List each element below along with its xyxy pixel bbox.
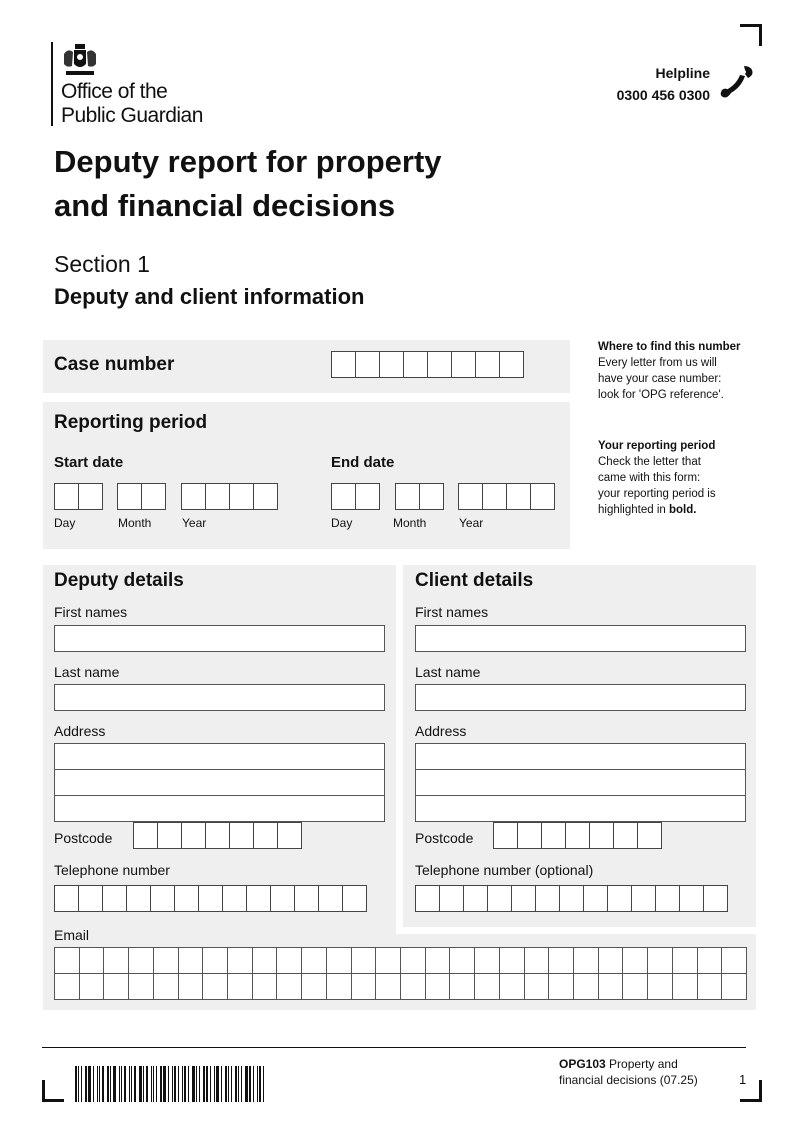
email-box[interactable] xyxy=(401,948,426,974)
client-first-names-label: First names xyxy=(415,604,489,620)
barcode-bar xyxy=(113,1066,116,1102)
email-box[interactable] xyxy=(673,948,698,974)
email-box[interactable] xyxy=(154,974,179,1000)
deputy-first-names-label: First names xyxy=(54,604,128,620)
case-number-label: Case number xyxy=(54,354,175,375)
phone-box[interactable] xyxy=(318,885,343,912)
barcode-bar xyxy=(146,1066,148,1102)
phone-box[interactable] xyxy=(54,885,79,912)
phone-box[interactable] xyxy=(463,885,488,912)
case-number-panel xyxy=(43,340,570,393)
barcode-bar xyxy=(184,1066,186,1102)
email-box[interactable] xyxy=(327,974,352,1000)
form-name-2: financial decisions (07.25) xyxy=(559,1073,698,1087)
date-box[interactable] xyxy=(54,483,79,510)
phone-box[interactable] xyxy=(174,885,199,912)
barcode-bar xyxy=(163,1066,166,1102)
phone-box[interactable] xyxy=(150,885,175,912)
postcode-box[interactable] xyxy=(181,822,206,849)
barcode-bar xyxy=(78,1066,79,1102)
barcode-bar xyxy=(134,1066,136,1102)
email-box[interactable] xyxy=(179,974,204,1000)
email-input[interactable] xyxy=(54,947,747,1000)
email-box[interactable] xyxy=(648,974,673,1000)
postcode-box[interactable] xyxy=(637,822,662,849)
phone-box[interactable] xyxy=(487,885,512,912)
email-box[interactable] xyxy=(104,974,129,1000)
organisation-line-1: Office of the xyxy=(61,80,168,103)
royal-crest-icon xyxy=(60,42,100,78)
barcode-bar xyxy=(151,1066,152,1102)
barcode-bar xyxy=(119,1066,120,1102)
start-month-label: Month xyxy=(118,516,152,530)
start-month-input[interactable] xyxy=(117,483,166,510)
barcode-bar xyxy=(97,1066,98,1102)
end-year-label: Year xyxy=(459,516,484,530)
email-box[interactable] xyxy=(104,948,129,974)
email-box[interactable] xyxy=(698,974,723,1000)
email-box[interactable] xyxy=(401,974,426,1000)
deputy-first-names-field[interactable] xyxy=(54,625,385,652)
postcode-box[interactable] xyxy=(493,822,518,849)
phone-box[interactable] xyxy=(102,885,127,912)
barcode-bar xyxy=(160,1066,162,1102)
corner-mark-bottom-left xyxy=(42,1080,64,1102)
page-number: 1 xyxy=(739,1072,747,1087)
period-help-text-4-prefix: highlighted in xyxy=(598,504,666,516)
period-help-text-4 xyxy=(598,502,758,518)
barcode-bar xyxy=(156,1066,157,1102)
barcode-bar xyxy=(249,1066,251,1102)
phone-box[interactable] xyxy=(126,885,151,912)
postcode-box[interactable] xyxy=(157,822,182,849)
phone-box[interactable] xyxy=(679,885,704,912)
section-title: Deputy and client information xyxy=(54,284,365,309)
start-day-input[interactable] xyxy=(54,483,103,510)
postcode-box[interactable] xyxy=(565,822,590,849)
date-box[interactable] xyxy=(419,483,444,510)
end-year-input[interactable] xyxy=(458,483,555,510)
organisation-name xyxy=(61,80,203,128)
phone-box[interactable] xyxy=(511,885,536,912)
email-box[interactable] xyxy=(450,974,475,1000)
date-box[interactable] xyxy=(78,483,103,510)
postcode-box[interactable] xyxy=(541,822,566,849)
period-help-text-4-bold: bold. xyxy=(668,504,697,516)
email-box[interactable] xyxy=(648,948,673,974)
email-box[interactable] xyxy=(549,974,574,1000)
case-number-input[interactable] xyxy=(331,351,524,378)
email-box[interactable] xyxy=(500,974,525,1000)
email-box[interactable] xyxy=(623,948,648,974)
postcode-box[interactable] xyxy=(517,822,542,849)
case-number-box[interactable] xyxy=(499,351,524,378)
email-box[interactable] xyxy=(549,948,574,974)
case-number-box[interactable] xyxy=(451,351,476,378)
barcode-bar xyxy=(235,1066,237,1102)
end-date-label: End date xyxy=(331,454,395,471)
barcode-bar xyxy=(192,1066,195,1102)
deputy-postcode-label: Postcode xyxy=(54,830,113,846)
barcode-bar xyxy=(221,1066,222,1102)
email-box[interactable] xyxy=(450,948,475,974)
postcode-box[interactable] xyxy=(205,822,230,849)
client-postcode-label: Postcode xyxy=(415,830,474,846)
form-reference-line-1 xyxy=(559,1056,698,1072)
case-number-box[interactable] xyxy=(403,351,428,378)
footer-rule xyxy=(42,1047,746,1048)
email-box[interactable] xyxy=(302,974,327,1000)
date-box[interactable] xyxy=(205,483,230,510)
phone-box[interactable] xyxy=(342,885,367,912)
case-number-box[interactable] xyxy=(355,351,380,378)
phone-box[interactable] xyxy=(607,885,632,912)
email-box[interactable] xyxy=(698,948,723,974)
barcode xyxy=(75,1066,267,1102)
date-box[interactable] xyxy=(395,483,420,510)
period-help-text-3: your reporting period is xyxy=(598,488,716,500)
case-number-box[interactable] xyxy=(475,351,500,378)
email-box[interactable] xyxy=(129,974,154,1000)
client-last-name-field[interactable] xyxy=(415,684,746,711)
barcode-bar xyxy=(253,1066,254,1102)
barcode-bar xyxy=(75,1066,77,1102)
postcode-box[interactable] xyxy=(253,822,278,849)
email-box[interactable] xyxy=(154,948,179,974)
reporting-period-help xyxy=(598,438,758,518)
barcode-bar xyxy=(99,1066,100,1102)
client-postcode-input[interactable] xyxy=(493,822,662,849)
page-title-line-2: and financial decisions xyxy=(54,188,396,223)
email-box[interactable] xyxy=(599,974,624,1000)
date-box[interactable] xyxy=(458,483,483,510)
reporting-period-panel xyxy=(43,402,570,549)
email-box[interactable] xyxy=(80,974,105,1000)
date-box[interactable] xyxy=(141,483,166,510)
postcode-box[interactable] xyxy=(613,822,638,849)
end-day-input[interactable] xyxy=(331,483,380,510)
date-box[interactable] xyxy=(253,483,278,510)
email-box[interactable] xyxy=(277,974,302,1000)
phone-box[interactable] xyxy=(198,885,223,912)
barcode-bar xyxy=(241,1066,242,1102)
email-box[interactable] xyxy=(228,974,253,1000)
email-box[interactable] xyxy=(203,948,228,974)
email-box[interactable] xyxy=(525,948,550,974)
date-box[interactable] xyxy=(355,483,380,510)
barcode-bar xyxy=(196,1066,197,1102)
postcode-box[interactable] xyxy=(589,822,614,849)
phone-box[interactable] xyxy=(222,885,247,912)
case-number-help xyxy=(598,339,758,403)
case-number-box[interactable] xyxy=(427,351,452,378)
barcode-bar xyxy=(199,1066,200,1102)
barcode-bar xyxy=(139,1066,142,1102)
phone-box[interactable] xyxy=(270,885,295,912)
barcode-bar xyxy=(263,1066,264,1102)
start-day-label: Day xyxy=(54,516,76,530)
helpline xyxy=(617,62,710,106)
helpline-number: 0300 456 0300 xyxy=(616,87,710,103)
email-box[interactable] xyxy=(203,974,228,1000)
date-box[interactable] xyxy=(181,483,206,510)
period-help-text-2: came with this form: xyxy=(598,472,701,484)
start-year-input[interactable] xyxy=(181,483,278,510)
barcode-bar xyxy=(257,1066,258,1102)
form-name-1: Property and xyxy=(609,1057,678,1071)
client-telephone-input[interactable] xyxy=(415,885,728,912)
end-month-label: Month xyxy=(393,516,427,530)
deputy-last-name-label: Last name xyxy=(54,664,120,680)
start-year-label: Year xyxy=(182,516,207,530)
client-address-line-2[interactable] xyxy=(415,769,746,796)
barcode-bar xyxy=(216,1066,219,1102)
client-details-title: Client details xyxy=(415,570,534,591)
deputy-address-line-3[interactable] xyxy=(54,795,385,822)
case-help-text-2: have your case number: xyxy=(598,373,722,385)
phone-box[interactable] xyxy=(78,885,103,912)
client-first-names-field[interactable] xyxy=(415,625,746,652)
date-box[interactable] xyxy=(530,483,555,510)
barcode-bar xyxy=(121,1066,122,1102)
email-box[interactable] xyxy=(55,948,80,974)
date-box[interactable] xyxy=(117,483,142,510)
email-box[interactable] xyxy=(673,974,698,1000)
phone-box[interactable] xyxy=(439,885,464,912)
date-box[interactable] xyxy=(482,483,507,510)
email-box[interactable] xyxy=(376,974,401,1000)
start-date-label: Start date xyxy=(54,454,124,471)
barcode-bar xyxy=(174,1066,176,1102)
email-box[interactable] xyxy=(426,974,451,1000)
phone-box[interactable] xyxy=(703,885,728,912)
page-title xyxy=(54,140,534,228)
email-box[interactable] xyxy=(599,948,624,974)
email-box[interactable] xyxy=(376,948,401,974)
email-box[interactable] xyxy=(525,974,550,1000)
deputy-address-line-2[interactable] xyxy=(54,769,385,796)
email-box[interactable] xyxy=(302,948,327,974)
barcode-bar xyxy=(153,1066,154,1102)
client-address-line-3[interactable] xyxy=(415,795,746,822)
barcode-bar xyxy=(206,1066,208,1102)
date-box[interactable] xyxy=(506,483,531,510)
email-box[interactable] xyxy=(179,948,204,974)
end-day-label: Day xyxy=(331,516,353,530)
phone-box[interactable] xyxy=(559,885,584,912)
phone-box[interactable] xyxy=(655,885,680,912)
barcode-bar xyxy=(102,1066,104,1102)
barcode-bar xyxy=(85,1066,87,1102)
email-box[interactable] xyxy=(352,948,377,974)
end-month-input[interactable] xyxy=(395,483,444,510)
deputy-address-label: Address xyxy=(54,723,106,739)
barcode-bar xyxy=(129,1066,130,1102)
postcode-box[interactable] xyxy=(277,822,302,849)
deputy-telephone-input[interactable] xyxy=(54,885,367,912)
barcode-bar xyxy=(168,1066,169,1102)
barcode-bar xyxy=(124,1066,126,1102)
barcode-bar xyxy=(110,1066,111,1102)
email-box[interactable] xyxy=(426,948,451,974)
postcode-box[interactable] xyxy=(133,822,158,849)
period-help-text-1: Check the letter that xyxy=(598,456,701,468)
client-address-label: Address xyxy=(415,723,467,739)
case-help-text-3: look for 'OPG reference'. xyxy=(598,389,724,401)
case-help-heading: Where to find this number xyxy=(598,341,741,353)
email-box[interactable] xyxy=(228,948,253,974)
case-number-box[interactable] xyxy=(379,351,404,378)
email-box[interactable] xyxy=(277,948,302,974)
barcode-bar xyxy=(225,1066,227,1102)
phone-box[interactable] xyxy=(631,885,656,912)
phone-box[interactable] xyxy=(535,885,560,912)
email-box[interactable] xyxy=(253,948,278,974)
email-box[interactable] xyxy=(475,948,500,974)
deputy-telephone-label: Telephone number xyxy=(54,862,170,878)
email-box[interactable] xyxy=(55,974,80,1000)
email-box[interactable] xyxy=(722,974,747,1000)
email-box[interactable] xyxy=(722,948,747,974)
phone-icon xyxy=(718,62,758,102)
barcode-bar xyxy=(93,1066,94,1102)
barcode-bar xyxy=(259,1066,261,1102)
barcode-bar xyxy=(238,1066,239,1102)
email-box[interactable] xyxy=(475,974,500,1000)
email-box[interactable] xyxy=(574,974,599,1000)
phone-box[interactable] xyxy=(415,885,440,912)
barcode-bar xyxy=(107,1066,109,1102)
deputy-details-title: Deputy details xyxy=(54,570,184,591)
barcode-bar xyxy=(188,1066,189,1102)
phone-box[interactable] xyxy=(246,885,271,912)
date-box[interactable] xyxy=(229,483,254,510)
barcode-bar xyxy=(245,1066,248,1102)
email-box[interactable] xyxy=(574,948,599,974)
logo-rule xyxy=(51,42,53,126)
email-box[interactable] xyxy=(327,948,352,974)
form-code: OPG103 xyxy=(559,1057,606,1071)
reporting-period-title: Reporting period xyxy=(54,412,208,433)
deputy-postcode-input[interactable] xyxy=(133,822,302,849)
postcode-box[interactable] xyxy=(229,822,254,849)
case-help-text-1: Every letter from us will xyxy=(598,357,717,369)
barcode-bar xyxy=(228,1066,229,1102)
email-box[interactable] xyxy=(500,948,525,974)
phone-box[interactable] xyxy=(583,885,608,912)
barcode-bar xyxy=(203,1066,205,1102)
date-box[interactable] xyxy=(331,483,356,510)
phone-box[interactable] xyxy=(294,885,319,912)
section-number: Section 1 xyxy=(54,251,150,277)
deputy-address-line-1[interactable] xyxy=(54,743,385,770)
barcode-bar xyxy=(143,1066,144,1102)
email-box[interactable] xyxy=(129,948,154,974)
barcode-bar xyxy=(231,1066,232,1102)
barcode-bar xyxy=(131,1066,132,1102)
case-number-box[interactable] xyxy=(331,351,356,378)
email-box[interactable] xyxy=(623,974,648,1000)
form-reference xyxy=(559,1056,698,1088)
barcode-bar xyxy=(210,1066,211,1102)
period-help-heading: Your reporting period xyxy=(598,440,716,452)
barcode-bar xyxy=(214,1066,215,1102)
email-box[interactable] xyxy=(253,974,278,1000)
barcode-bar xyxy=(172,1066,173,1102)
helpline-label: Helpline xyxy=(655,65,710,81)
barcode-bar xyxy=(182,1066,183,1102)
corner-mark-top-right xyxy=(740,24,762,46)
barcode-bar xyxy=(88,1066,91,1102)
barcode-bar xyxy=(178,1066,179,1102)
client-address-line-1[interactable] xyxy=(415,743,746,770)
email-box[interactable] xyxy=(352,974,377,1000)
barcode-bar xyxy=(81,1066,82,1102)
client-last-name-label: Last name xyxy=(415,664,481,680)
deputy-last-name-field[interactable] xyxy=(54,684,385,711)
page-title-line-1: Deputy report for property xyxy=(54,144,442,179)
organisation-line-2: Public Guardian xyxy=(61,104,203,127)
client-telephone-label: Telephone number (optional) xyxy=(415,862,594,878)
email-box[interactable] xyxy=(80,948,105,974)
email-label: Email xyxy=(54,927,90,943)
